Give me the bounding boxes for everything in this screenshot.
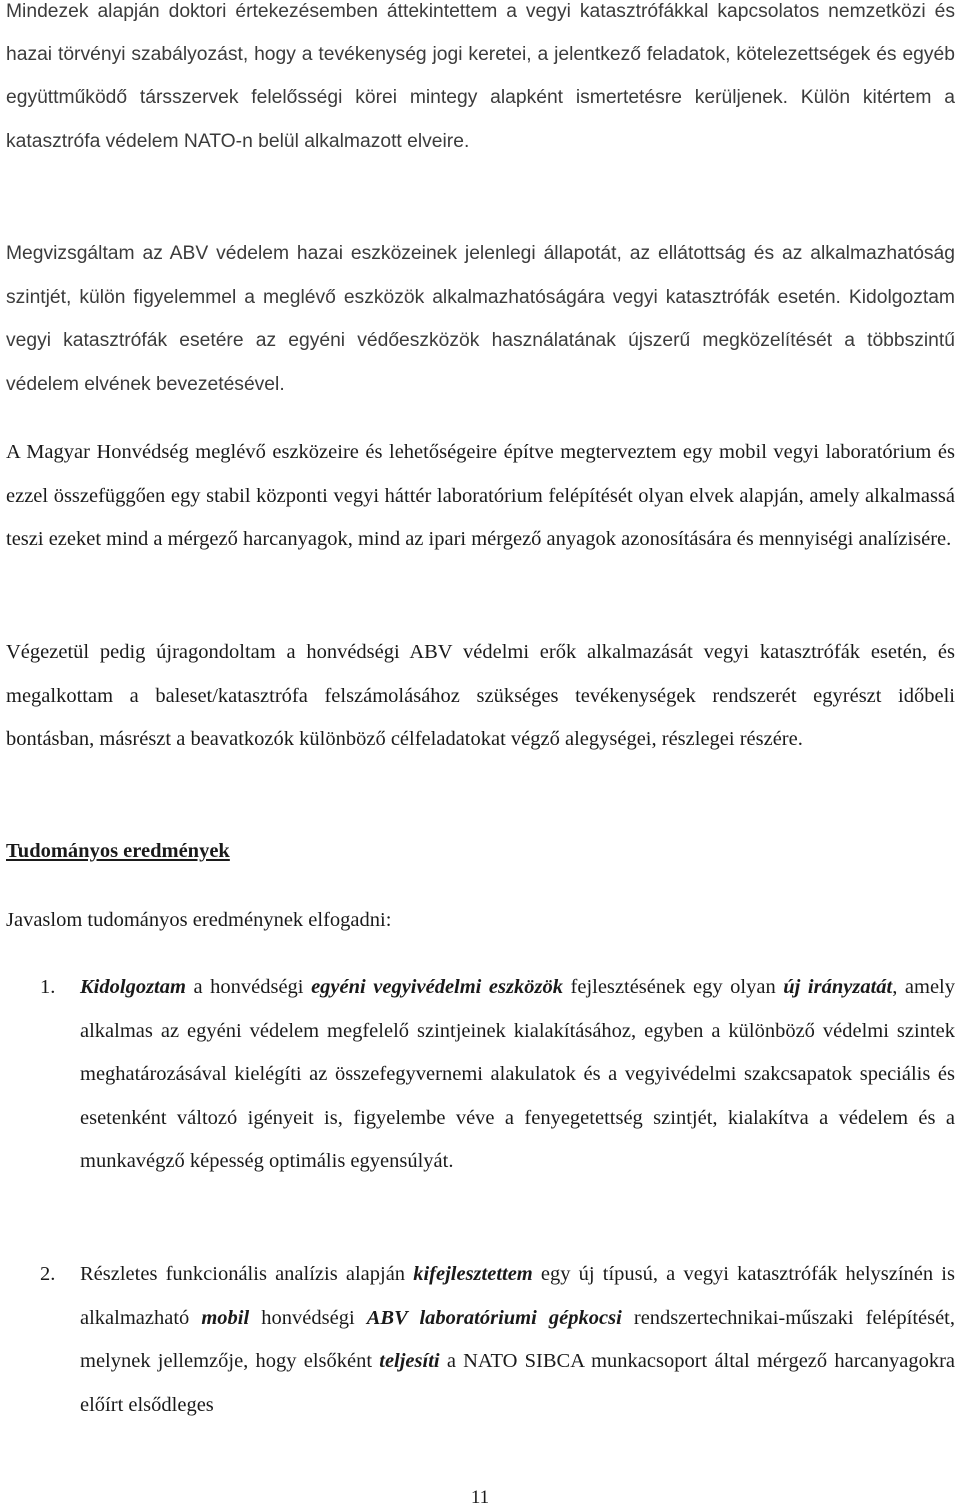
emphasis-text: új irányzatát [783, 976, 893, 998]
body-text: egy új típusú, a vegyi katasztrófák helyszínén is alkalmazható [80, 1263, 955, 1329]
emphasis-text: kifejlesztettem [413, 1263, 533, 1285]
emphasis-text: Kidolgoztam [80, 976, 186, 998]
page-number: 11 [470, 1487, 490, 1508]
list-item-text [80, 1253, 955, 1427]
paragraph-abv-forces: Végezetül pedig újragondoltam a honvédségi ABV védelmi erők alkalmazását vegyi katasztrófák esetén, és megalkottam a baleset/katasztrófa felszámolásához szükséges tevékenységek rendszerét egyrészt időbeli bontásban, másrészt a beavatkozók különböző célfeladatokat végző alegységei, részlegei részére. [6, 641, 955, 750]
body-text: honvédségi [249, 1306, 367, 1329]
paragraph-abv-equipment: Megvizsgáltam az ABV védelem hazai eszközeinek jelenlegi állapotát, az ellátottság és az alkalmazhatóság szintjét, külön figyelemmel a meglévő eszközök alkalmazhatóságára vegyi katasztrófák esetén. Kidolgoztam vegyi katasztrófák esetére az egyéni védőeszközök használatának újszerű megközelítését a többszintű védelem elvének bevezetésével. [6, 243, 955, 395]
body-text: a NATO SIBCA munkacsoport által mérgező harcanyagokra előírt elsődleges [80, 1350, 955, 1416]
section-heading: Tudományos eredmények [6, 840, 230, 862]
body-text: a honvédségi [185, 976, 312, 998]
list-item-number: 2. [40, 1263, 56, 1285]
body-text: fejlesztésének egy olyan [562, 976, 784, 998]
emphasis-text: ABV laboratóriumi gépkocsi [366, 1306, 622, 1329]
emphasis-text: mobil [201, 1306, 250, 1329]
emphasis-text: teljesíti [379, 1350, 440, 1372]
paragraph-summary-regulation: Mindezek alapján doktori értekezésemben áttekintettem a vegyi katasztrófákkal kapcsolatos nemzetközi és hazai törvényi szabályozást, hogy a tevékenység jogi keretei, a jelentkező feladatok, kötelezettségek és egyéb együttműködő társszervek felelősségi körei mintegy alapként ismertetésre kerüljenek. Külön kitértem a katasztrófa védelem NATO-n belül alkalmazott elveire. [6, 1, 955, 152]
body-text: rendszertechnikai-műszaki felépítését, melynek jellemzője, hogy elsőként [80, 1306, 956, 1372]
section-intro: Javaslom tudományos eredménynek elfogadni: [6, 909, 392, 931]
list-item-text [80, 966, 955, 1184]
body-text: Részletes funkcionális analízis alapján [80, 1263, 414, 1285]
body-text: , amely alkalmas az egyéni védelem megfelelő szintjeinek kialakításához, egyben a különböző védelmi szintek meghatározásával kielégíti az összefegyvernemi alakulatok és a vegyivédelmi szakcsapatok speciális és esetenként változó igényeit is, figyelembe véve a fenyegetettség szintjét, kialakítva a védelem és a munkavégző képesség optimális egyensúlyát. [80, 976, 955, 1172]
list-item-number: 1. [40, 976, 56, 998]
emphasis-text: egyéni vegyivédelmi eszközök [311, 976, 563, 998]
paragraph-mobile-laboratory: A Magyar Honvédség meglévő eszközeire és lehetőségeire építve megterveztem egy mobil vegyi laboratórium és ezzel összefüggően egy stabil központi vegyi háttér laboratórium felépítését olyan elvek alapján, amely alkalmassá teszi ezeket mind a mérgező harcanyagok, mind az ipari mérgező anyagok azonosítására és mennyiségi analízisére. [6, 441, 955, 550]
